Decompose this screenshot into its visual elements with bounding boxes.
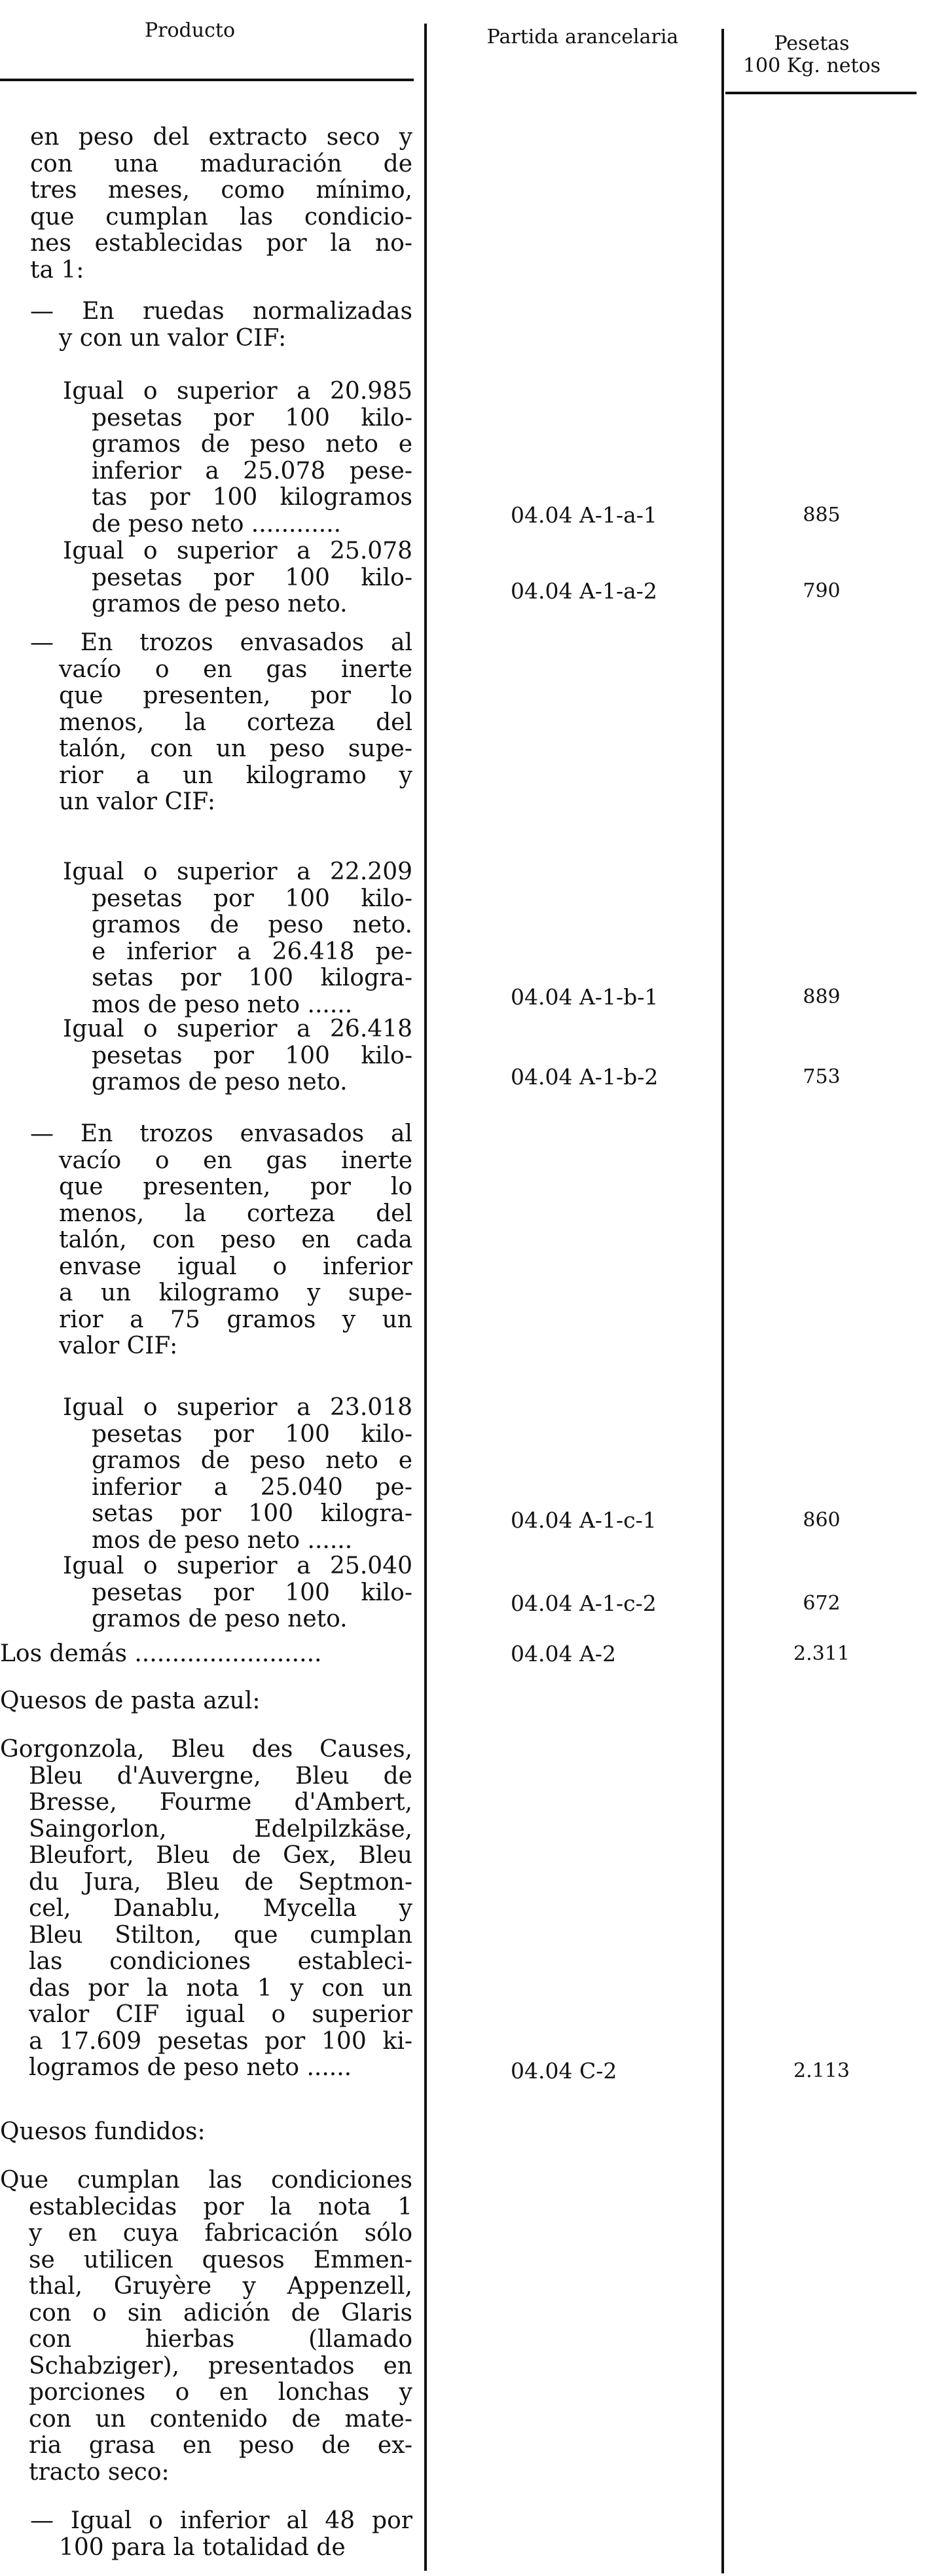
text-line: tas por 100 kilogramos <box>92 484 412 511</box>
header-partida: Partida arancelaria <box>486 26 679 48</box>
text-line: gramos de peso neto. <box>92 591 348 617</box>
text-line: pesetas por 100 kilo- <box>92 1420 412 1448</box>
column-divider-1 <box>424 24 427 2571</box>
code-a1a1: 04.04 A-1-a-1 <box>511 502 657 528</box>
text-line: Igual o superior a 26.418 <box>63 1016 412 1042</box>
text-line: logramos de peso neto ...... <box>29 2054 352 2081</box>
igual48-heading <box>30 2508 412 2561</box>
value-a1a2: 790 <box>803 580 841 602</box>
a1c1-text <box>63 1395 412 1554</box>
text-line: en peso del extracto seco y <box>30 124 412 151</box>
text-line: pesetas por 100 kilo- <box>92 1042 412 1069</box>
text-line: e inferior a 26.418 pe- <box>92 938 412 965</box>
header-pesetas <box>707 33 917 77</box>
fundidos-text <box>0 2167 412 2486</box>
text-line: Igual o superior a 25.078 <box>63 538 412 564</box>
code-a1a2: 04.04 A-1-a-2 <box>511 578 657 604</box>
text-line: — En ruedas normalizadas <box>30 298 412 325</box>
trozos1-heading <box>30 630 412 816</box>
text-line: pesetas por 100 kilo- <box>92 1579 412 1606</box>
text-line: porciones o en lonchas y <box>29 2379 412 2406</box>
value-c2: 2.113 <box>793 2059 850 2082</box>
column-divider-2 <box>721 29 724 2573</box>
ruedas-heading <box>30 299 412 352</box>
text-line: vacío o en gas inerte <box>59 655 412 683</box>
text-line: Saingorlon, Edelpilzkäse, <box>29 1815 412 1843</box>
text-line: gramos de peso neto e <box>92 431 412 458</box>
text-line: talón, con peso en cada <box>59 1226 412 1253</box>
fundidos-title <box>0 2119 407 2146</box>
text-line: las condiciones estableci- <box>29 1948 412 1975</box>
text-line: — En trozos envasados al <box>30 629 412 656</box>
text-line: gramos de peso neto. <box>92 1606 348 1632</box>
a1a2-text <box>63 538 412 618</box>
text-line: gramos de peso neto e <box>92 1447 412 1474</box>
text-line: y con un valor CIF: <box>59 324 287 352</box>
value-a1b1: 889 <box>803 985 841 1008</box>
text-line: Gorgonzola, Bleu des Causes, <box>0 1736 412 1763</box>
text-line: mos de peso neto ...... <box>92 991 353 1018</box>
text-line: pesetas por 100 kilo- <box>92 885 412 912</box>
text-line: envase igual o inferior <box>59 1253 412 1280</box>
value-a1c2: 672 <box>803 1592 841 1615</box>
text-line: se utilicen quesos Emmen- <box>29 2246 412 2273</box>
trozos2-heading <box>30 1121 412 1360</box>
a1c2-text <box>63 1553 412 1633</box>
text-line: un valor CIF: <box>59 788 216 815</box>
code-c2: 04.04 C-2 <box>511 2058 617 2084</box>
a1b2-text <box>63 1016 412 1096</box>
text-line: pesetas por 100 kilo- <box>92 564 412 591</box>
text-line: 100 para la totalidad de <box>59 2533 346 2561</box>
text-line: Bleu Stilton, que cumplan <box>29 1921 412 1949</box>
text-line: Bleu d'Auvergne, Bleu de <box>29 1762 412 1790</box>
text-line: Los demás ......................... <box>0 1640 322 1667</box>
text-line: vacío o en gas inerte <box>59 1147 412 1174</box>
value-a1a1: 885 <box>803 504 841 526</box>
text-line: de peso neto ............ <box>92 510 342 538</box>
text-line: Quesos de pasta azul: <box>0 1687 261 1714</box>
azul-title <box>0 1688 407 1715</box>
text-line: rior a un kilogramo y <box>59 762 412 789</box>
text-line: setas por 100 kilogra- <box>92 1500 412 1527</box>
text-line: menos, la corteza del <box>59 708 412 736</box>
header-rule-right <box>725 92 917 94</box>
azul-text <box>0 1737 412 2082</box>
text-line: valor CIF igual o superior <box>29 2001 412 2028</box>
intro-text <box>30 124 412 284</box>
text-line: — Igual o inferior al 48 por <box>30 2507 412 2534</box>
text-line: Igual o superior a 22.209 <box>63 858 412 885</box>
text-line: que presenten, por lo <box>59 682 412 709</box>
text-line: setas por 100 kilogra- <box>92 965 412 991</box>
code-a1c1: 04.04 A-1-c-1 <box>511 1507 657 1533</box>
text-line: ta 1: <box>30 256 84 284</box>
text-line: Bleufort, Bleu de Gex, Bleu <box>29 1842 412 1869</box>
text-line: das por la nota 1 y con un <box>29 1974 412 2002</box>
code-a1b2: 04.04 A-1-b-2 <box>511 1064 659 1090</box>
text-line: ria grasa en peso de ex- <box>29 2432 412 2459</box>
text-line: tres meses, como mínimo, <box>30 177 412 204</box>
value-a1c1: 860 <box>803 1509 841 1532</box>
text-line: — En trozos envasados al <box>30 1120 412 1147</box>
text-line: menos, la corteza del <box>59 1200 412 1227</box>
text-line: con un contenido de mate- <box>29 2405 412 2433</box>
text-line: Bresse, Fourme d'Ambert, <box>29 1789 412 1816</box>
text-line: tracto seco: <box>29 2458 170 2486</box>
text-line: que cumplan las condicio- <box>30 203 412 230</box>
text-line: que presenten, por lo <box>59 1173 412 1200</box>
value-a1b2: 753 <box>803 1065 841 1088</box>
text-line: Que cumplan las condiciones <box>0 2167 412 2194</box>
text-line: con hierbas (llamado <box>29 2326 412 2353</box>
text-line: establecidas por la nota 1 <box>29 2193 412 2220</box>
header-pesetas-line1: Pesetas <box>774 32 850 55</box>
value-a2: 2.311 <box>793 1642 850 1665</box>
text-line: Quesos fundidos: <box>0 2118 206 2145</box>
text-line: y en cuya fabricación sólo <box>29 2220 412 2247</box>
text-line: Igual o superior a 25.040 <box>63 1553 412 1579</box>
text-line: rior a 75 gramos y un <box>59 1306 412 1333</box>
text-line: Igual o superior a 23.018 <box>63 1394 412 1421</box>
text-line: Igual o superior a 20.985 <box>63 378 412 405</box>
text-line: thal, Gruyère y Appenzell, <box>29 2273 412 2300</box>
header-pesetas-line2: 100 Kg. netos <box>742 54 881 77</box>
code-a1c2: 04.04 A-1-c-2 <box>511 1591 657 1616</box>
text-line: mos de peso neto ...... <box>92 1526 353 1554</box>
text-line: con o sin adición de Glaris <box>29 2299 412 2327</box>
header-producto: Producto <box>144 19 236 42</box>
text-line: nes establecidas por la no- <box>30 230 412 257</box>
a1b1-text <box>63 859 412 1018</box>
text-line: inferior a 25.078 pese- <box>92 457 412 485</box>
los-demas-text <box>0 1641 407 1668</box>
text-line: du Jura, Bleu de Septmon- <box>29 1868 412 1896</box>
header-rule <box>0 79 414 81</box>
text-line: gramos de peso neto. <box>92 1069 348 1095</box>
text-line: con una maduración de <box>30 150 412 177</box>
text-line: talón, con un peso supe- <box>59 735 412 762</box>
text-line: pesetas por 100 kilo- <box>92 404 412 432</box>
text-line: gramos de peso neto. <box>92 911 412 938</box>
code-a1b1: 04.04 A-1-b-1 <box>511 984 659 1010</box>
text-line: a un kilogramo y supe- <box>59 1279 412 1306</box>
text-line: Schabziger), presentados en <box>29 2352 412 2380</box>
a1a1-text <box>63 378 412 538</box>
text-line: cel, Danablu, Mycella y <box>29 1895 412 1922</box>
text-line: valor CIF: <box>59 1333 178 1359</box>
text-line: inferior a 25.040 pe- <box>92 1473 412 1501</box>
text-line: a 17.609 pesetas por 100 ki- <box>29 2027 412 2055</box>
code-a2: 04.04 A-2 <box>511 1641 616 1666</box>
